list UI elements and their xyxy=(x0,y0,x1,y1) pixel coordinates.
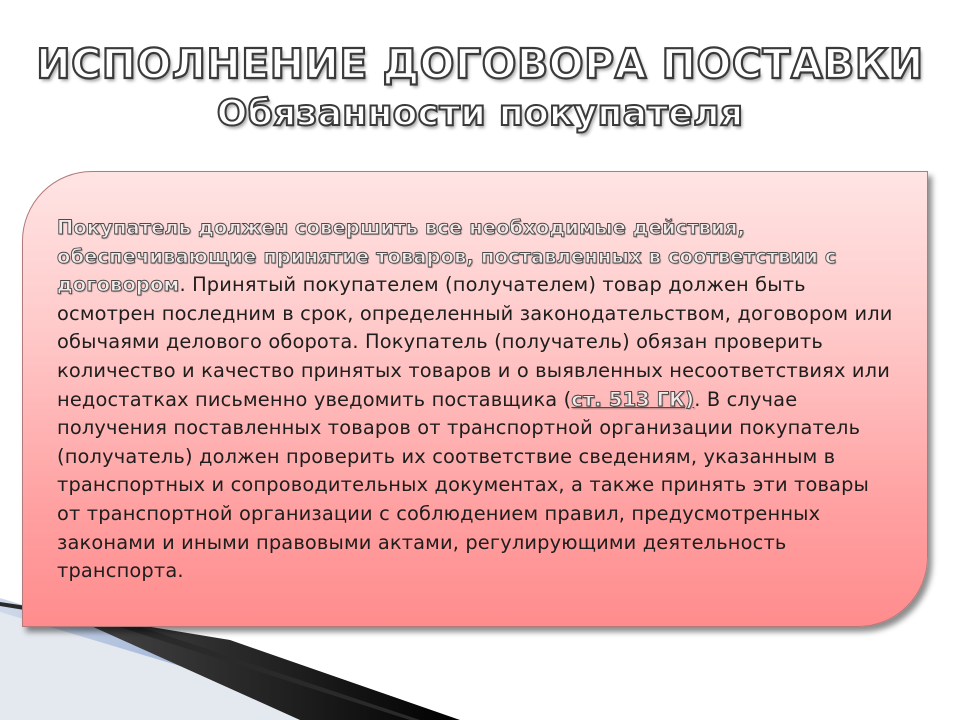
stripe-light-wedge xyxy=(0,612,430,720)
slide-subtitle: Обязанности покупателя xyxy=(216,93,744,134)
law-article-link[interactable] xyxy=(571,388,694,411)
slide-title: ИСПОЛНЕНИЕ ДОГОВОРА ПОСТАВКИ xyxy=(36,40,924,88)
law-article-link-text: ст. 513 xyxy=(571,387,650,411)
text-after-highlight: . Принятый покупателем (получателем) товар должен быть осмотрен последним в срок, определенный законодательством, договором или обычаями делового оборота. Покупатель (получатель) обязан проверить количество и качество принятых товаров и о выявленных несоответствиях или недостатках письменно уведомить поставщика ( xyxy=(57,273,893,411)
content-paragraph xyxy=(57,214,897,586)
stripe-dark xyxy=(60,612,460,720)
content-box xyxy=(22,171,928,627)
title-block xyxy=(0,38,960,138)
text-after-link: . В случае получения поставленных товаров от транспортной организации покупатель (получатель) должен проверить их соответствие сведениям, указанным в транспортных и сопроводительных документах, а также принять эти товары от транспортной организации с соблюдением правил, предусмотренных законами и иными правовыми актами, регулирующими деятельность транспорта. xyxy=(57,387,869,583)
law-article-link-suffix: ГК) xyxy=(649,387,695,411)
highlighted-phrase: Покупатель должен совершить все необходимые действия, обеспечивающие принятие товаров, поставленных в соответствии с договором xyxy=(57,216,837,297)
